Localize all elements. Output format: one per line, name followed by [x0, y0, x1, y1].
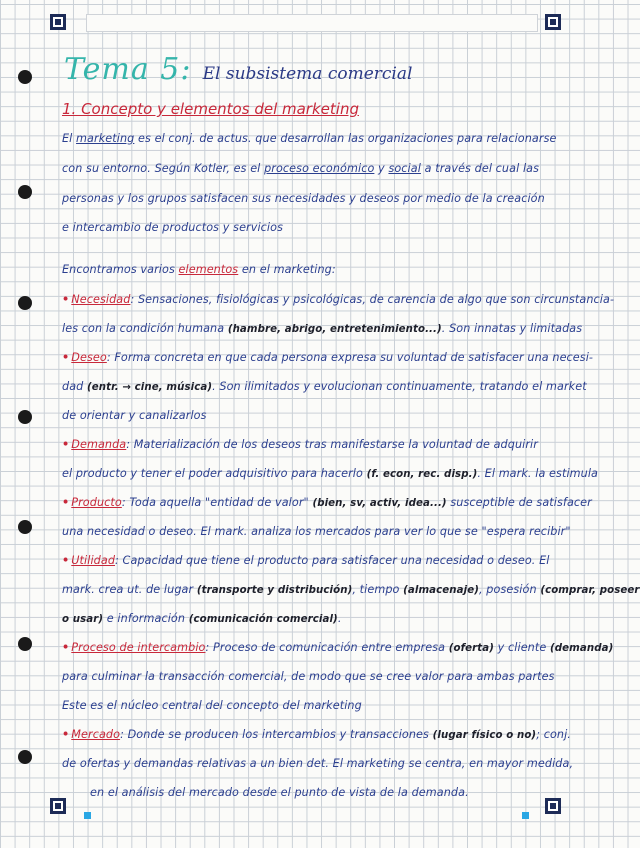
examples: (hambre, abrigo, entretenimiento...) [227, 324, 442, 335]
corner-marker-top-right [545, 14, 561, 30]
text: : Forma concreta en que cada persona expresa su voluntad de satisfacer una necesi- [106, 351, 594, 364]
intro-line-2 [62, 162, 539, 175]
title-main: Tema 5: [64, 52, 192, 87]
corner-marker-top-left [50, 14, 66, 30]
notebook-top-bar [86, 14, 538, 32]
examples: (oferta) [448, 643, 494, 654]
text: . Son ilimitados y evolucionan continuamente, tratando el market [212, 380, 587, 393]
term-utilidad: Utilidad [71, 554, 116, 567]
intro-line-4: e intercambio de productos y servicios [62, 221, 284, 234]
text: dad [62, 380, 84, 393]
text: les con la condición humana [62, 322, 225, 335]
text: a través del cual las [424, 162, 540, 175]
term-producto: Producto [71, 496, 122, 509]
examples: (demanda) [550, 643, 614, 654]
text: con su entorno. Según Kotler, es el [62, 162, 261, 175]
item-mercado-line-3: en el análisis del mercado desde el punto de vista de la demanda. [90, 786, 469, 799]
item-proceso-line-1 [62, 641, 613, 654]
text: . [337, 612, 342, 625]
section-heading: 1. Concepto y elementos del marketing [62, 100, 359, 118]
text: . Son innatas y limitadas [441, 322, 583, 335]
item-utilidad-line-3 [62, 612, 341, 625]
examples: o usar) [62, 614, 104, 625]
bullet: • [62, 641, 70, 654]
title-subtitle: El subsistema comercial [202, 64, 413, 84]
bullet: • [62, 351, 70, 364]
elements-intro [62, 263, 336, 276]
text: y cliente [497, 641, 547, 654]
keyword-elements: elementos [178, 263, 239, 276]
keyword-marketing: marketing [76, 132, 135, 145]
text: . El mark. la estimula [477, 467, 599, 480]
binder-hole [18, 750, 32, 764]
examples: (f. econ, rec. disp.) [366, 469, 478, 480]
intro-line-3: personas y los grupos satisfacen sus necesidades y deseos por medio de la creación [62, 192, 545, 205]
intro-line-1 [62, 132, 556, 145]
corner-marker-bottom-right [545, 798, 561, 814]
term-necesidad: Necesidad [71, 293, 131, 306]
item-proceso-line-2: para culminar la transacción comercial, de modo que se cree valor para ambas partes [62, 670, 555, 683]
bullet: • [62, 728, 70, 741]
page-title [64, 52, 412, 87]
scan-marker-right [522, 812, 529, 819]
examples: (transporte y distribución) [196, 585, 353, 596]
text: : Donde se producen los intercambios y transacciones [120, 728, 429, 741]
binder-hole [18, 296, 32, 310]
examples: (comunicación comercial) [188, 614, 338, 625]
item-proceso-line-3: Este es el núcleo central del concepto del marketing [62, 699, 362, 712]
text: , tiempo [352, 583, 400, 596]
examples: (almacenaje) [403, 585, 479, 596]
examples: (lugar físico o no) [432, 730, 537, 741]
bullet: • [62, 293, 70, 306]
text: y [378, 162, 385, 175]
text: mark. crea ut. de lugar [62, 583, 194, 596]
examples: (bien, sv, activ, idea...) [312, 498, 447, 509]
item-necesidad-line-2 [62, 322, 582, 335]
keyword-economic-process: proceso económico [264, 162, 375, 175]
keyword-social: social [388, 162, 421, 175]
binder-hole [18, 410, 32, 424]
item-utilidad-line-1 [62, 554, 549, 567]
examples: (comprar, poseer [540, 585, 640, 596]
binder-hole [18, 520, 32, 534]
text: e información [106, 612, 186, 625]
term-demanda: Demanda [71, 438, 127, 451]
text: : Capacidad que tiene el producto para satisfacer una necesidad o deseo. El [115, 554, 550, 567]
text: , posesión [479, 583, 537, 596]
text: : Toda aquella "entidad de valor" [121, 496, 309, 509]
term-mercado: Mercado [71, 728, 121, 741]
item-producto-line-1 [62, 496, 592, 509]
scan-marker-left [84, 812, 91, 819]
text: : Proceso de comunicación entre empresa [205, 641, 446, 654]
text: Encontramos varios [62, 263, 175, 276]
text: ; conj. [536, 728, 571, 741]
examples: (entr. → cine, música) [87, 382, 213, 393]
text: el producto y tener el poder adquisitivo para hacerlo [62, 467, 363, 480]
term-proceso-intercambio: Proceso de intercambio [71, 641, 206, 654]
text: : Materialización de los deseos tras manifestarse la voluntad de adquirir [126, 438, 538, 451]
term-deseo: Deseo [71, 351, 107, 364]
text: en el marketing: [241, 263, 336, 276]
text: susceptible de satisfacer [450, 496, 592, 509]
item-deseo-line-3: de orientar y canalizarlos [62, 409, 207, 422]
binder-hole [18, 185, 32, 199]
bullet: • [62, 438, 70, 451]
binder-hole [18, 637, 32, 651]
item-utilidad-line-2 [62, 583, 640, 596]
text: es el conj. de actus. que desarrollan las organizaciones para relacionarse [138, 132, 557, 145]
item-deseo-line-2 [62, 380, 587, 393]
text: El [62, 132, 73, 145]
text: : Sensaciones, fisiológicas y psicológicas, de carencia de algo que son circunstancia- [130, 293, 615, 306]
binder-hole [18, 70, 32, 84]
item-demanda-line-2 [62, 467, 598, 480]
bullet: • [62, 496, 70, 509]
item-mercado-line-2: de ofertas y demandas relativas a un bien det. El marketing se centra, en mayor medida, [62, 757, 574, 770]
corner-marker-bottom-left [50, 798, 66, 814]
item-necesidad-line-1 [62, 293, 614, 306]
bullet: • [62, 554, 70, 567]
item-mercado-line-1 [62, 728, 571, 741]
item-deseo-line-1 [62, 351, 593, 364]
item-producto-line-2: una necesidad o deseo. El mark. analiza los mercados para ver lo que se "espera recibir" [62, 525, 571, 538]
item-demanda-line-1 [62, 438, 538, 451]
